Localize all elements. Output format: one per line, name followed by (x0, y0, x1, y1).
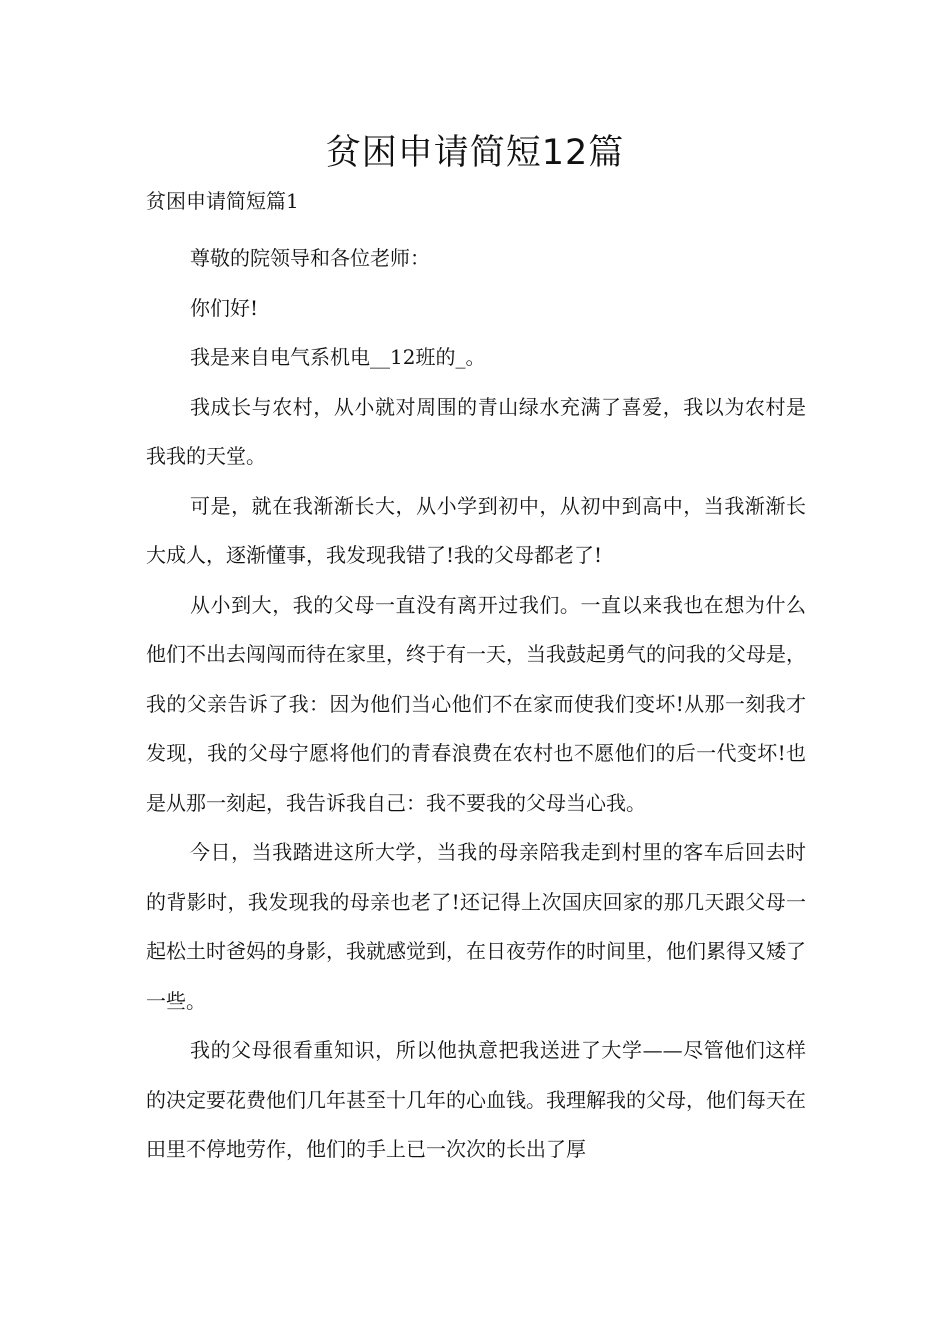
section-heading: 贫困申请简短篇1 (146, 189, 299, 213)
paragraph-introduction: 我是来自电气系机电__12班的_。 (190, 345, 486, 369)
paragraph: 我的父母很看重知识，所以他执意把我送进了大学——尽管他们这样的决定要花费他们几年甚至十几年的心血钱。我理解我的父母，他们每天在田里不停地劳作，他们的手上已一次次的长出了厚 (146, 1038, 806, 1161)
paragraph: 我成长与农村，从小就对周围的青山绿水充满了喜爱，我以为农村是我我的天堂。 (146, 394, 806, 468)
paragraph: 今日，当我踏进这所大学，当我的母亲陪我走到村里的客车后回去时的背影时，我发现我的母亲也老了!还记得上次国庆回家的那几天跟父母一起松土时爸妈的身影，我就感觉到，在日夜劳作的时间里，他们累得又矮了一些。 (146, 840, 806, 1013)
document-title: 贫困申请简短12篇 (325, 133, 625, 173)
paragraph-greeting: 你们好! (190, 295, 259, 320)
paragraph-salutation: 尊敬的院领导和各位老师： (190, 246, 430, 270)
document-body (146, 234, 806, 1175)
paragraph: 可是，就在我渐渐长大，从小学到初中，从初中到高中，当我渐渐长大成人，逐渐懂事，我发现我错了!我的父母都老了! (146, 493, 806, 567)
paragraph: 从小到大，我的父母一直没有离开过我们。一直以来我也在想为什么他们不出去闯闯而待在家里，终于有一天，当我鼓起勇气的问我的父母是，我的父亲告诉了我：因为他们当心他们不在家而使我们变坏!从那一刻我才发现，我的父母宁愿将他们的青春浪费在农村也不愿他们的后一代变坏!也是从那一刻起，我告诉我自己：我不要我的父母当心我。 (146, 592, 806, 815)
